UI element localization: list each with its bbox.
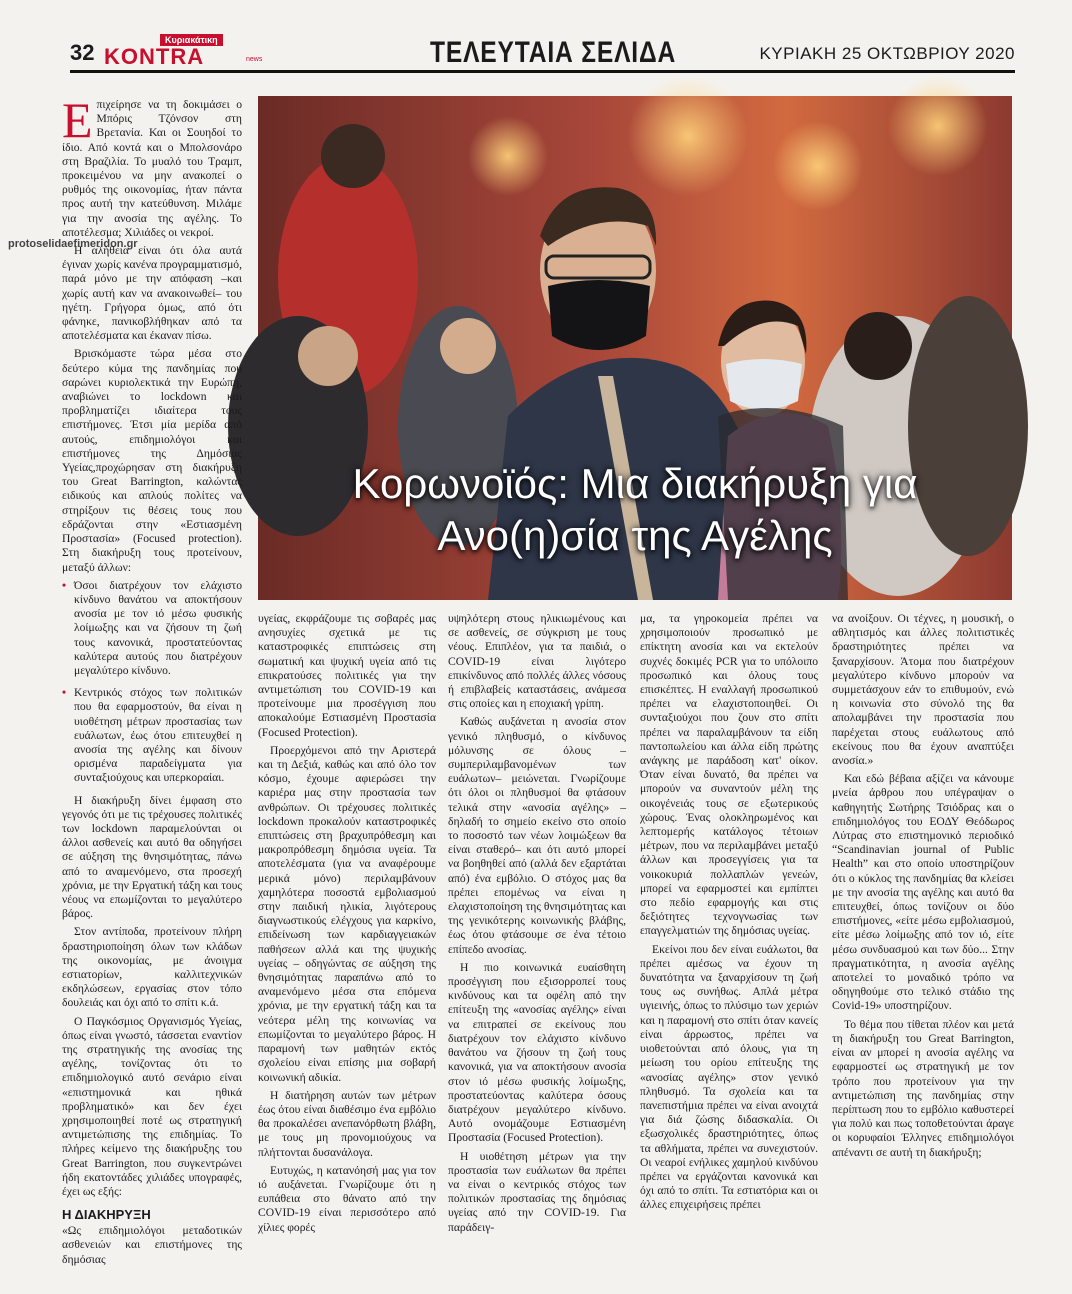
paragraph: Η αλήθεια είναι ότι όλα αυτά έγιναν χωρίς κανένα προγραμματισμό, παρά μόνο με την απόφαση –και χωρίς αυτή καν να ανακοινωθεί– του ηγέτη. Γρήγορα όμως, από ότι φάνηκε, πανικοβλήθηκαν από τα αποτελέσματα και έκαναν πίσω.	[62, 244, 242, 343]
intro-paragraph	[62, 92, 242, 240]
paragraph: να ανοίξουν. Οι τέχνες, η μουσική, ο αθλητισμός και άλλες πολιτιστικές δραστηριότητες πρέπει να ξαναρχίσουν. Άτομα που διατρέχουν μεγαλύτερο κίνδυνο μπορούν να συμμετάσχουν εάν το επιθυμούν, ενώ η κοινωνία στο σύνολό της θα απολαμβάνει την προστασία που παρέχεται στους ευάλωτους από εκείνους που θα έχουν αναπτύξει ανοσία.»	[832, 612, 1014, 768]
article-headline	[258, 458, 1012, 562]
section-title: ΤΕΛΕΥΤΑΙΑ ΣΕΛΙΔΑ	[430, 36, 677, 69]
logo-name: KONTRA	[104, 44, 205, 69]
bullet-item: • Όσοι διατρέχουν τον ελάχιστο κίνδυνο θανάτου να αποκτήσουν ανοσία με τον ιό μέσω φυσικής λοίμωξης και να ζήσουν τη ζωή τους κανονικά, προστατεύοντας καλύτερα αυτούς που διατρέχουν μεγαλύτερο κίνδυνο.	[62, 578, 242, 677]
paragraph: Βρισκόμαστε τώρα μέσα στο δεύτερο κύμα της πανδημίας που σαρώνει κυριολεκτικά την Ευρώπη, αναβιώνει το lockdown και προβληματίζει ιδιαίτερα τους επιστήμονες. Έτσι μία μερίδα από αυτούς, επιδημιολόγοι και επιστήμονες της Δημόσιας Υγείας,προχώρησαν στη διακήρυξη του Great Barrington, καλώντας ειδικούς και απλούς πολίτες να στηρίξουν τις θέσεις τους που εδράζονται στην «Εστιασμένη Προστασία» (Focused protection). Στη διακήρυξη τους προτείνουν, μεταξύ άλλων:	[62, 347, 242, 574]
paragraph: Η διατήρηση αυτών των μέτρων έως ότου είναι διαθέσιμο ένα εμβόλιο θα προκαλέσει ανεπανόρθωτη βλάβη, με τους μη προνομιούχους να πλήττονται δυσανάλογα.	[258, 1088, 436, 1159]
article-column-1	[62, 92, 242, 1266]
paragraph-text: πιχείρησε να τη δοκιμάσει ο Μπόρις Τζόνσον στη Βρετανία. Και οι Σουηδοί το ίδιο. Από κοντά και ο Μπολσονάρο στη Βραζιλία. Το μυαλό του Τραμπ, προκειμένου να μην ανακοπεί ο ρυθμός της οικονομίας, ήταν πάντα προς αυτή την κατεύθυνση. Μιλάμε για την ανοσία της αγέλης. Το αποτέλεσμα; Χιλιάδες οι νεκροί.	[62, 98, 242, 239]
article-column-5	[832, 612, 1014, 1182]
paragraph: υγείας, εκφράζουμε τις σοβαρές μας ανησυχίες σχετικά με τις καταστροφικές επιπτώσεις στη σωματική και ψυχική υγεία από τις επικρατούσες πολιτικές για την αντιμετώπιση του COVID-19 και προτείνουμε μια προσέγγιση που αποκαλούμε Εστιασμένη Προστασία (Focused Protection).	[258, 612, 436, 739]
paragraph: Προερχόμενοι από την Αριστερά και τη Δεξιά, καθώς και από όλο τον κόσμο, έχουμε αφιερώσει την καριέρα μας στην προστασία των ανθρώπων. Οι τρέχουσες πολιτικές lockdown προκαλούν καταστροφικές επιπτώσεις στη βραχυπρόθεσμη και μακροπρόθεσμη δημόσια υγεία. Τα αποτελέσματα (για να αναφέρουμε μερικά μόνο) περιλαμβάνουν χαμηλότερα ποσοστά εμβολιασμού στην παιδική ηλικία, λιγότερους διαγνωστικούς ελέγχους για καρκίνο, επιδείνωση των καρδιαγγειακών παθήσεων αλλά και της ψυχικής υγείας – οδηγώντας σε αύξηση της θνησιμότητας παραπάνω από το αναμενόμενο μέσα στα επόμενα χρόνια, με την εργατική τάξη και τα νεότερα μέλη της κοινωνίας να επωμίζονται το μεγαλύτερο βάρος. Η παραμονή των μαθητών εκτός σχολείου είναι επίσης μια σοβαρή κοινωνική αδικία.	[258, 743, 436, 1084]
logo-tag: Κυριακάτικη	[160, 34, 223, 46]
paragraph: Η διακήρυξη δίνει έμφαση στο γεγονός ότι με τις τρέχουσες πολιτικές των lockdown παραμελούνται οι άλλοι ασθενείς και αυτό θα οδηγήσει σε αύξηση της θνησιμότητας, πάνω από το αναμενόμενο, στα προσεχή χρόνια, με την Εργατική τάξη και τους νέους να επωμίζονται το μεγαλύτερο βάρος.	[62, 793, 242, 921]
paragraph: Και εδώ βέβαια αξίζει να κάνουμε μνεία άρθρου που υπέγραψαν ο καθηγητής Σωτήρης Τσιόδρας και ο επιδημιολόγος του ΕΟΔΥ Θεόδωρος Λύτρας στο επιστημονικό περιοδικό “Scandinavian journal of Public Health” και στο οποίο υποστηρίζουν ότι ο κύκλος της πανδημίας θα κλείσει με την ανοσία της αγέλης και αυτό θα επιτευχθεί, όπως τονίζουν οι δύο επιστήμονες, «είτε μέσω εμβολιασμού, είτε μέσω λοίμωξης από τον ιό, είτε μέσω συνδυασμού και των δύο... Στην πραγματικότητα, η ανοσία αγέλης αποτελεί το μοναδικό τρόπο να οδηγηθούμε στο τελικό στάδιο της Covid-19» υποστηρίζουν.	[832, 772, 1014, 1013]
paragraph: Η υιοθέτηση μέτρων για την προστασία των ευάλωτων θα πρέπει να είναι ο κεντρικός στόχος των πολιτικών προστασίας της δημόσιας υγείας από την COVID-19. Για παράδειγ-	[448, 1149, 626, 1234]
paragraph: Ευτυχώς, η κατανόησή μας για τον ιό αυξάνεται. Γνωρίζουμε ότι η ευπάθεια στο θάνατο από την COVID-19 είναι περισσότερο από χίλιες φορές	[258, 1163, 436, 1234]
bullet-text: Κεντρικός στόχος των πολιτικών που θα εφαρμοστούν, θα είναι η υιοθέτηση μέτρων προστασίας των ευάλωτων, έως ότου επιτευχθεί η ανοσία της αγέλης και δίνουν ορισμένα παραδείγματα για συνταξιούχους και υπερκοραίαι.	[74, 686, 242, 785]
paragraph: «Ως επιδημιολόγοι μεταδοτικών ασθενειών και επιστήμονες της δημόσιας	[62, 1224, 242, 1266]
paragraph: Καθώς αυξάνεται η ανοσία στον γενικό πληθυσμό, ο κίνδυνος μόλυνσης σε όλους –συμπεριλαμβανομένων των ευάλωτων– μειώνεται. Γνωρίζουμε ότι όλοι οι πληθυσμοί θα φτάσουν τελικά στην «ανοσία αγέλης» – δηλαδή το σημείο εκείνο στο οποίο το ποσοστό των νέων λοιμώξεων θα είναι σταθερό– και ότι αυτό μπορεί να βοηθηθεί από (αλλά δεν εξαρτάται από) ένα εμβόλιο. Ο στόχος μας θα πρέπει επομένως να είναι η ελαχιστοποίηση της θνησιμότητας και της γενικότερης κοινωνικής βλάβης, έως ότου φτάσουμε σε ένα τέτοιο επίπεδο ανοσίας.	[448, 715, 626, 956]
lead-photo	[258, 96, 1012, 600]
headline-line-1: Κορωνοϊός: Μια διακήρυξη για	[352, 460, 918, 507]
bullet-item: • Κεντρικός στόχος των πολιτικών που θα εφαρμοστούν, θα είναι η υιοθέτηση μέτρων προστασίας των ευάλωτων, έως ότου επιτευχθεί η ανοσία της αγέλης και δίνουν ορισμένα παραδείγματα για συνταξιούχους και υπερκοραίαι.	[62, 686, 242, 785]
article-column-4	[640, 612, 818, 1212]
paragraph: Εκείνοι που δεν είναι ευάλωτοι, θα πρέπει αμέσως να έχουν τη δυνατότητα να ξαναρχίσουν τη ζωή τους ως συνήθως. Απλά μέτρα υγιεινής, όπως το πλύσιμο των χεριών και η παραμονή στο σπίτι όταν κανείς είναι άρρωστος, πρέπει να υιοθετούνται από όλους, για τη μείωση του ορίου επίτευξης της «ανοσίας αγέλης» στον γενικό πληθυσμό. Τα σχολεία και τα πανεπιστήμια πρέπει να είναι ανοιχτά για διά ζώσης διδασκαλία. Οι εξωσχολικές δραστηριότητες, όπως τα αθλήματα, πρέπει να συνεχιστούν. Οι νεαροί ενήλικες χαμηλού κινδύνου πρέπει να εργάζονται κανονικά και όχι από το σπίτι. Τα εστιατόρια και οι άλλες επιχειρήσεις πρέπει	[640, 942, 818, 1212]
dropcap: Ε	[62, 92, 93, 148]
logo-sub: news	[246, 56, 263, 63]
paragraph: Στον αντίποδα, προτείνουν πλήρη δραστηριοποίηση όλων των κλάδων της οικονομίας, με άνοιγμα εστιατορίων, καλλιτεχνικών εκδηλώσεων, εργασίας στον τόπο δουλειάς και όχι από το σπίτι κ.ά.	[62, 925, 242, 1010]
paragraph: Ο Παγκόσμιος Οργανισμός Υγείας, όπως είναι γνωστό, τάσσεται εναντίον της στρατηγικής της ανοσίας της αγέλης, τονίζοντας ότι το επιδημιολογικό αυτό σενάριο είναι «επιστημονικά και ηθικά προβληματικό» και δεν έχει χρησιμοποιηθεί ποτέ ως στρατηγική αντιμετώπισης της επιδημίας. Το πλήρες κείμενο της διακήρυξης του Great Barrington, που συγκεντρώνει ήδη εκατοντάδες χιλιάδες υπογραφές, έχει ως εξής:	[62, 1014, 242, 1199]
page-number: 32	[70, 40, 95, 65]
headline-line-2: Ανο(η)σία της Αγέλης	[437, 512, 833, 559]
page-header	[70, 36, 1015, 73]
article-column-2	[258, 612, 436, 1234]
watermark: protoselidaefimeridon.gr	[8, 238, 138, 250]
paragraph: υψηλότερη στους ηλικιωμένους και σε ασθενείς, σε σύγκριση με τους νέους. Επιπλέον, για τα παιδιά, ο COVID-19 είναι λιγότερο επικίνδυνος από πολλές άλλες νόσους ή επιβλαβείς καταστάσεις, ανάμεσα στις οποίες και η εποχιακή γρίπη.	[448, 612, 626, 711]
newspaper-logo	[104, 35, 294, 69]
paragraph: μα, τα γηροκομεία πρέπει να χρησιμοποιούν προσωπικό με επίκτητη ανοσία και να εκτελούν συχνές δοκιμές PCR για το υπόλοιπο προσωπικό και όλους τους επισκέπτες. Η εναλλαγή προσωπικού πρέπει να ελαχιστοποιηθεί. Οι συνταξιούχοι που ζουν στο σπίτι πρέπει να παραλαμβάνουν τα είδη παντοπωλείου και άλλα είδη πρώτης ανάγκης με παράδοση κατ' οίκον. Όταν είναι δυνατό, θα πρέπει να μπορούν να συναντούν μέλη της οικογένειάς τους σε εξωτερικούς χώρους. Ένας ολοκληρωμένος και λεπτομερής κατάλογος τέτοιων μέτρων, που να περιλαμβάνει μεταξύ άλλων και προσεγγίσεις για τα νοικοκυριά πολλαπλών γενεών, μπορεί να εφαρμοστεί και εμπίπτει στο πεδίο εφαρμογής και στις δεξιότητες τεχνογνωσίας των επαγγελματιών της δημόσιας υγείας.	[640, 612, 818, 938]
issue-date: ΚΥΡΙΑΚΗ 25 ΟΚΤΩΒΡΙΟΥ 2020	[759, 44, 1015, 63]
paragraph: Η πιο κοινωνικά ευαίσθητη προσέγγιση που εξισορροπεί τους κινδύνους και τα οφέλη από την επίτευξη της «ανοσίας αγέλης» είναι να επιτραπεί σε εκείνους που διατρέχουν τον ελάχιστο κίνδυνο θανάτου να ζήσουν τη ζωή τους κανονικά, για να αποκτήσουν ανοσία στον ιό μέσω φυσικής λοίμωξης, προστατεύοντας καλύτερα όσους διατρέχουν μεγαλύτερο κίνδυνο. Αυτό ονομάζουμε Εστιασμένη Προστασία (Focused Protection).	[448, 960, 626, 1145]
paragraph: Το θέμα που τίθεται πλέον και μετά τη διακήρυξη του Great Barrington, είναι αν μπορεί η ανοσία αγέλης να εφαρμοστεί ως στρατηγική με τον τρόπο που προτείνουν για την αντιμετώπιση της πανδημίας στην περίπτωση που το εμβόλιο καθυστερεί για πολύ και πως τοποθετούνται άραγε οι κορυφαίοι Έλληνες επιδημιολόγοι απέναντι σε αυτή τη διακήρυξη;	[832, 1017, 1014, 1159]
bullet-text: Όσοι διατρέχουν τον ελάχιστο κίνδυνο θανάτου να αποκτήσουν ανοσία με τον ιό μέσω φυσικής λοίμωξης και να ζήσουν τη ζωή τους κανονικά, προστατεύοντας καλύτερα αυτούς που διατρέχουν μεγαλύτερο κίνδυνο.	[74, 578, 242, 677]
declaration-subhead: Η ΔΙΑΚΗΡΥΞΗ	[62, 1207, 151, 1223]
article-column-3	[448, 612, 626, 1234]
